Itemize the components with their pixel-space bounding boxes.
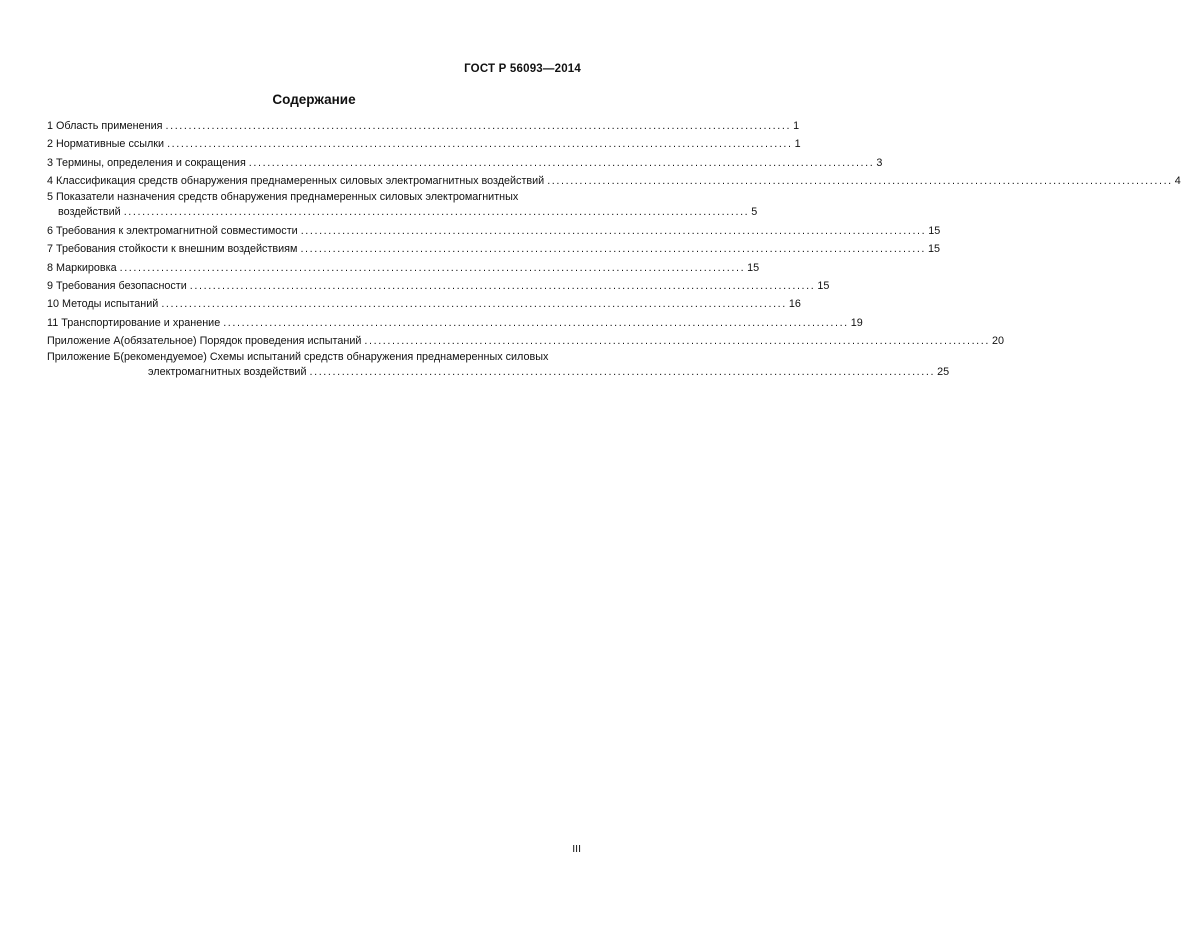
annex-prefix: Приложение А — [47, 334, 121, 347]
toc-entry-label: 10 Методы испытаний — [47, 298, 159, 311]
toc-entry-label: 2 Нормативные ссылки — [47, 138, 165, 151]
toc-entry-page: 19 — [850, 316, 863, 329]
leader-dots: ........................................................................................................................................ — [300, 243, 927, 256]
toc-annex-b-line-2[interactable] — [47, 365, 950, 380]
toc-entry-5-line-1[interactable] — [47, 190, 583, 205]
toc-entry-page: 15 — [817, 280, 830, 293]
toc-title: Содержание — [272, 92, 356, 107]
annex-label-continued: электромагнитных воздействий — [148, 366, 307, 379]
leader-dots: ........................................................................................................................................ — [119, 261, 746, 274]
toc-annex-b-line-1[interactable] — [47, 350, 583, 365]
toc-entry-7[interactable] — [47, 240, 941, 258]
annex-page: 25 — [937, 366, 950, 379]
leader-dots: ........................................................................................................................................ — [248, 156, 875, 169]
leader-dots: ........................................................................................................................................ — [547, 174, 1173, 187]
annex-page: 20 — [991, 334, 1004, 347]
toc-entry-page: 1 — [794, 138, 801, 151]
toc-entry-label: 11 Транспортирование и хранение — [47, 316, 221, 329]
toc-entry-page: 5 — [751, 206, 758, 219]
toc-entry-label: 1 Область применения — [47, 120, 163, 132]
toc-entry-page: 15 — [928, 243, 941, 256]
toc-entry-6[interactable] — [47, 222, 941, 240]
toc-entry-11[interactable] — [47, 314, 863, 332]
toc-entry-2[interactable] — [47, 135, 801, 153]
toc-entry-5-line-2[interactable] — [47, 205, 758, 220]
leader-dots: ........................................................................................................................................ — [223, 316, 849, 329]
leader-dots: ........................................................................................................................................ — [165, 120, 792, 132]
toc-annex-a[interactable] — [47, 332, 1004, 350]
toc-entry-label-continued: воздействий — [58, 206, 121, 219]
toc-entry-label: 5 Показатели назначения средств обнаружения преднамеренных силовых электромагнитных — [47, 191, 519, 204]
toc-entry-1[interactable] — [47, 117, 800, 135]
toc-entry-label: 3 Термины, определения и сокращения — [47, 156, 246, 169]
toc-entry-label: 4 Классификация средств обнаружения преднамеренных силовых электромагнитных воздействий — [47, 174, 545, 187]
leader-dots: ........................................................................................................................................ — [167, 138, 793, 151]
leader-dots: ........................................................................................................................................ — [189, 280, 816, 293]
annex-label: (рекомендуемое) Схемы испытаний средств обнаружения преднамеренных силовых — [120, 351, 549, 364]
toc-entry-page: 16 — [788, 298, 801, 311]
table-of-contents — [47, 117, 1181, 380]
toc-entry-3[interactable] — [47, 154, 883, 172]
toc-entry-page: 15 — [747, 261, 760, 274]
page-number: III — [572, 843, 581, 855]
leader-dots: ........................................................................................................................................ — [309, 366, 936, 379]
leader-dots: ........................................................................................................................................ — [300, 225, 927, 238]
toc-entry-page: 1 — [793, 120, 800, 132]
toc-entry-label: 7 Требования стойкости к внешним воздействиям — [47, 243, 298, 256]
toc-entry-9[interactable] — [47, 277, 830, 295]
toc-entry-page: 15 — [928, 225, 941, 238]
leader-dots: ........................................................................................................................................ — [123, 206, 750, 219]
toc-entry-label: 9 Требования безопасности — [47, 280, 187, 293]
annex-prefix: Приложение Б — [47, 351, 121, 364]
toc-entry-4[interactable] — [47, 172, 1181, 190]
leader-dots: ........................................................................................................................................ — [161, 298, 787, 311]
toc-entry-page: 4 — [1174, 174, 1181, 187]
toc-entry-label: 6 Требования к электромагнитной совместимости — [47, 225, 298, 238]
toc-entry-label: 8 Маркировка — [47, 261, 117, 274]
toc-entry-10[interactable] — [47, 295, 801, 313]
annex-label: (обязательное) Порядок проведения испытаний — [120, 334, 362, 347]
toc-entry-8[interactable] — [47, 259, 760, 277]
leader-dots: ........................................................................................................................................ — [364, 334, 990, 347]
document-code: ГОСТ Р 56093—2014 — [464, 63, 581, 75]
toc-entry-page: 3 — [876, 156, 883, 169]
